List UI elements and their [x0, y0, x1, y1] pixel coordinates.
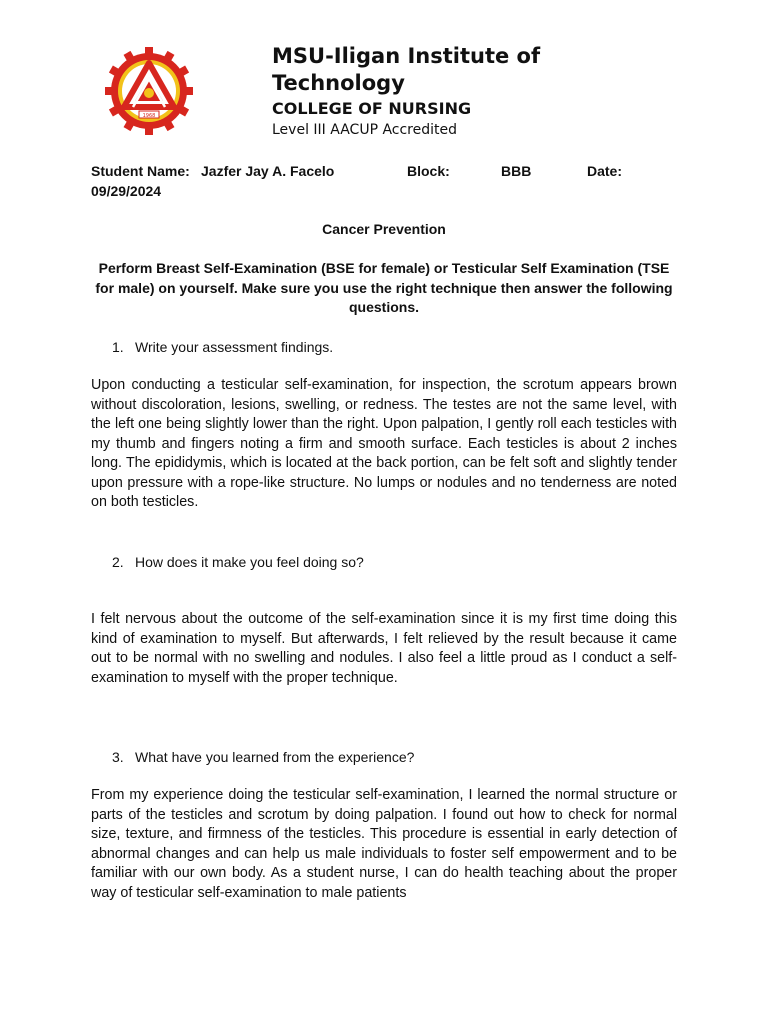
question-2: [112, 552, 364, 572]
student-name-value: Jazfer Jay A. Facelo: [201, 163, 335, 179]
college-name: COLLEGE OF NURSING: [272, 99, 472, 118]
answer-1: Upon conducting a testicular self-examination, for inspection, the scrotum appears brown without discoloration, lesions, swelling, or redness. The testes are not the same level, with the left one being slightly lower than the right. Upon palpation, I gently roll each testicles with my thumb and fingers noting a firm and smooth surface. Each testicles is about 2 inches long. The epididymis, which is located at the back portion, can be felt soft and slightly tender upon pressure with a rope-like structure. No lumps or nodules and no tenderness are noted on both testicles.: [91, 377, 677, 510]
institution-name: MSU-Iligan Institute of Technology: [272, 44, 541, 95]
question-number: 2.: [112, 554, 124, 570]
question-text: Write your assessment findings.: [135, 339, 334, 355]
block-value: BBB: [501, 163, 532, 179]
answer-2: I felt nervous about the outcome of the self-examination since it is my first time doing this kind of examination to myself. But afterwards, I felt relieved by the result because it came out to be normal with no swelling and nodules. I also feel a little proud as I conduct a self-examination to myself with the proper technique.: [91, 611, 677, 686]
answer-3: From my experience doing the testicular self-examination, I learned the normal structure or parts of the testicles and scrotum by doing palpation. I found out how to check for normal size, texture, and firmness of the testicles. This procedure is essential in early detection of abnormal changes and can help us male individuals to foster self empowerment and to be familiar with our own body. As a student nurse, I can do health teaching about the proper way of testicular self-examination to male patients: [91, 787, 677, 901]
instructions: Perform Breast Self-Examination (BSE for female) or Testicular Self Examination (TSE for male) on yourself. Make sure you use the right technique then answer the following questions.: [95, 260, 673, 315]
document-title: Cancer Prevention: [322, 221, 446, 237]
block-label: Block:: [407, 163, 450, 179]
question-number: 3.: [112, 749, 124, 765]
question-text: How does it make you feel doing so?: [135, 554, 364, 570]
date-label: Date:: [587, 163, 623, 179]
question-3: [112, 747, 414, 767]
logo-seal-icon: [103, 45, 195, 137]
institution-logo: [103, 45, 195, 137]
question-number: 1.: [112, 339, 124, 355]
student-name-label: Student Name:: [91, 163, 190, 179]
logo-year: 1968: [142, 113, 156, 119]
letterhead: [272, 43, 602, 140]
date-value: 09/29/2024: [91, 183, 162, 199]
question-1: [112, 337, 333, 357]
accreditation-text: Level III AACUP Accredited: [272, 122, 458, 138]
question-text: What have you learned from the experience?: [135, 749, 415, 765]
